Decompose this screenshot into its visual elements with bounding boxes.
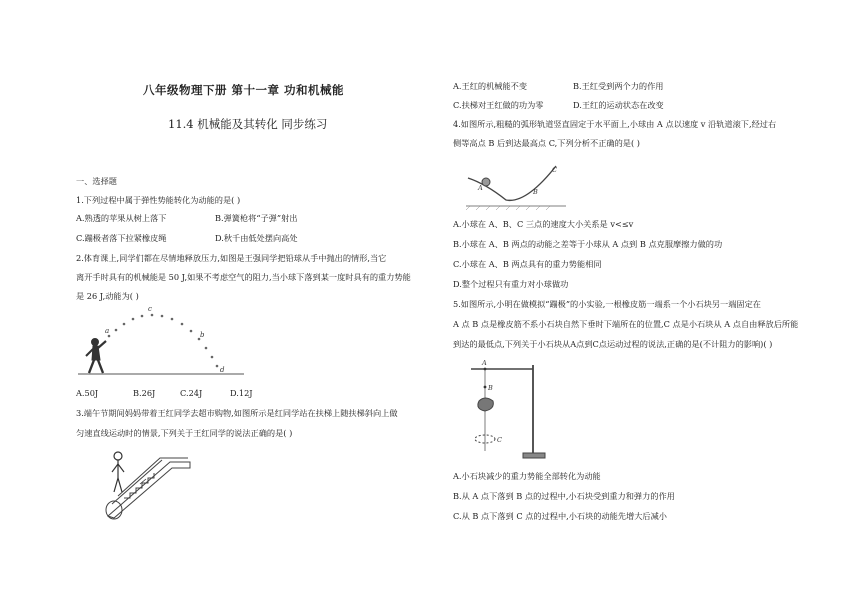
q1-option-b: B.弹簧枪将“子弹”射出 (215, 213, 298, 223)
q4-option-b: B.小球在 A、B 两点的动能之差等于小球从 A 点到 B 点克服摩擦力做的功 (453, 239, 723, 249)
q3-line-1: 3.端午节期间妈妈带着王红同学去超市购物,如图所示是红同学站在扶梯上随扶梯斜向上做 (76, 408, 398, 418)
q5-line-2: A 点 B 点是橡皮筋不系小石块自然下垂时下端所在的位置,C 点是小石块从 A 点自由释放后所能 (453, 319, 799, 329)
ground-hatching (466, 206, 550, 210)
point-c-label: C (552, 166, 557, 174)
q4-option-c: C.小球在 A、B 两点具有的重力势能相同 (453, 259, 602, 269)
q4-option-a: A.小球在 A、B、C 三点的速度大小关系是 v<≤v (453, 219, 634, 229)
page-title: 八年级物理下册 第十一章 功和机械能 (143, 83, 345, 97)
q3-figure (100, 446, 195, 522)
q2-line-2: 离开手时具有的机械能是 50 J,如果不考虑空气的阻力,当小球下落到某一度时具有的重力势能 (76, 272, 411, 282)
q3-option-a: A.王红的机械能不变 (453, 81, 528, 91)
section-heading: 一、选择题 (76, 176, 117, 186)
q5-figure (463, 357, 553, 463)
bungee-stand-illustration (463, 357, 553, 463)
q5-option-b: B.从 A 点下落到 B 点的过程中,小石块受到重力和弹力的作用 (453, 491, 675, 501)
q5-option-c: C.从 B 点下落到 C 点的过程中,小石块的动能先增大后减小 (453, 511, 667, 521)
point-b-label: B (488, 384, 493, 392)
q5-line-3: 到达的最低点,下列关于小石块从A点到C点运动过程的说法,正确的是(不计阻力的影响)( ) (453, 339, 773, 349)
q1-option-d: D.秋千由低处摆向高处 (215, 233, 298, 243)
page-subtitle: 11.4 机械能及其转化 同步练习 (168, 117, 328, 131)
q3-option-b: B.王红受到两个力的作用 (573, 81, 664, 91)
q1-option-a: A.熟透的苹果从树上落下 (76, 213, 167, 223)
point-a-label: a (105, 327, 110, 335)
point-d-label: d (220, 366, 225, 374)
q3-option-c: C.扶梯对王红做的功为零 (453, 100, 544, 110)
stone (478, 398, 493, 411)
point-b-label: b (200, 331, 205, 339)
q5-line-1: 5.如图所示,小明在做模拟“蹦极”的小实验,一根橡皮筋一端系一个小石块另一端固定在 (453, 299, 761, 309)
q3-line-2: 匀速直线运动时的情景,下列关于王红同学的说法正确的是( ) (76, 428, 293, 438)
q4-line-1: 4.如图所示,粗糙的弧形轨道竖直固定于水平面上,小球由 A 点以速度 v 沿轨道滚下,经过右 (453, 119, 777, 129)
q4-figure (466, 160, 566, 210)
q4-line-2: 侧等高点 B 后到达最高点 C,下列分析不正确的是( ) (453, 138, 640, 148)
q4-option-d: D.整个过程只有重力对小球做功 (453, 279, 569, 289)
q2-option-a: A.50J (76, 388, 99, 398)
q5-option-a: A.小石块减少的重力势能全部转化为动能 (453, 471, 601, 481)
q2-option-c: C.24J (180, 388, 203, 398)
trajectory-dots (108, 314, 219, 368)
shotput-illustration (76, 306, 246, 382)
point-a-label: A (482, 359, 487, 367)
point-b-label: B (533, 188, 538, 196)
q2-option-d: D.12J (230, 388, 253, 398)
ball (482, 178, 490, 186)
point-b-dot (484, 386, 487, 389)
q2-option-b: B.26J (133, 388, 156, 398)
q1-option-c: C.蹦极者落下拉紧橡皮绳 (76, 233, 167, 243)
q2-line-3: 是 26 J,动能为( ) (76, 291, 139, 301)
person-figure (112, 452, 124, 492)
q2-figure (76, 306, 246, 382)
point-a-dot (484, 368, 487, 371)
q2-line-1: 2.体育课上,同学们都在尽情地释放压力,如图是王强同学把铅球从手中抛出的情形,当它 (76, 253, 387, 263)
point-a-label: A (478, 184, 483, 192)
athlete-figure (86, 339, 106, 374)
q1-stem: 1.下列过程中属于弹性势能转化为动能的是( ) (76, 195, 241, 205)
point-c-label: c (148, 305, 152, 313)
curved-track-illustration (466, 160, 566, 210)
escalator-illustration (100, 446, 195, 522)
q3-option-d: D.王红的运动状态在改变 (573, 100, 664, 110)
point-c-label: C (497, 436, 502, 444)
stand-base (523, 453, 545, 458)
